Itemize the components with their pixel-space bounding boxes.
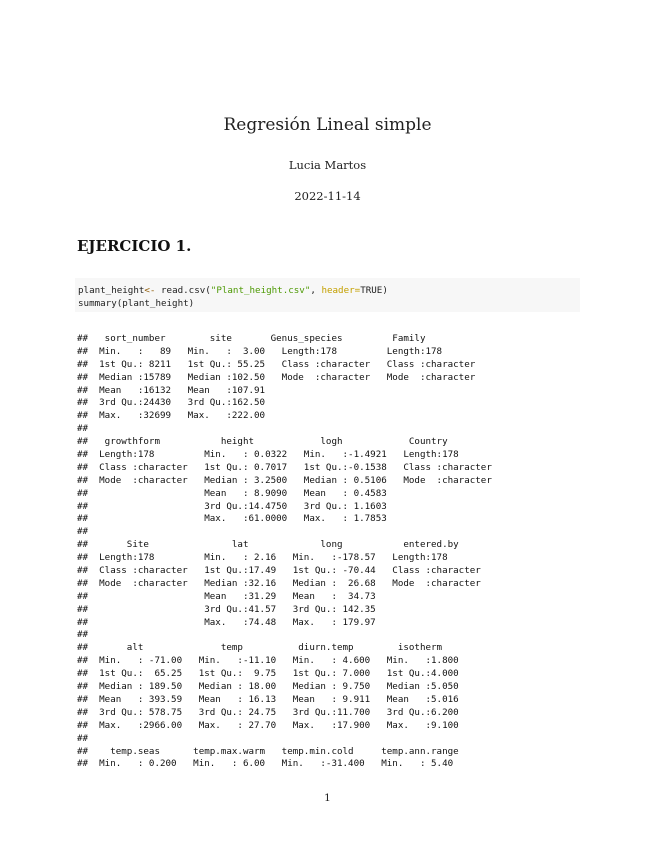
output-line: ## Class :character 1st Qu.:17.49 1st Qu.: -70.44 Class :character	[77, 565, 481, 577]
output-line: ## Max. :74.48 Max. : 179.97	[77, 616, 376, 628]
page-number: 1	[324, 792, 331, 804]
output-line: ## Max. :2966.00 Max. : 27.70 Max. :17.900 Max. :9.100	[77, 719, 459, 731]
document-author: Lucia Martos	[288, 158, 367, 172]
output-line: ## Mean :16132 Mean :107.91	[77, 384, 266, 396]
code-value: TRUE)	[360, 285, 388, 296]
code-function: read.csv(	[155, 285, 211, 296]
output-line: ## sort_number site Genus_species Family	[77, 333, 426, 344]
code-string: "Plant_height.csv"	[210, 285, 311, 296]
output-line: ## Mode :character Median :32.16 Median : 26.68 Mode :character	[77, 577, 481, 589]
output-line: ##	[77, 423, 89, 435]
output-line: ## 3rd Qu.:14.4750 3rd Qu.: 1.1603	[77, 500, 387, 512]
code-separator: ,	[310, 285, 322, 296]
code-argument: header=	[321, 285, 361, 296]
summary-output	[77, 333, 492, 771]
output-line: ## Mean : 8.9090 Mean : 0.4583	[77, 487, 387, 499]
output-line: ## Min. : -71.00 Min. :-11.10 Min. : 4.600 Min. :1.800	[77, 655, 459, 667]
output-line: ## Median :15789 Median :102.50 Mode :character Mode :character	[77, 371, 476, 383]
output-line: ## 3rd Qu.:24430 3rd Qu.:162.50	[77, 397, 266, 409]
output-line: ## 3rd Qu.: 578.75 3rd Qu.: 24.75 3rd Qu.:11.700 3rd Qu.:6.200	[77, 706, 459, 718]
output-line: ## Mean : 393.59 Mean : 16.13 Mean : 9.911 Mean :5.016	[77, 693, 459, 705]
output-line: ## Min. : 0.200 Min. : 6.00 Min. :-31.400 Min. : 5.40	[77, 758, 454, 770]
code-assign-operator: <-	[144, 285, 156, 296]
output-line: ## Max. :61.0000 Max. : 1.7853	[77, 513, 387, 525]
output-line: ## 1st Qu.: 65.25 1st Qu.: 9.75 1st Qu.: 7.000 1st Qu.:4.000	[77, 668, 459, 680]
output-line: ##	[77, 629, 89, 641]
output-line: ## Length:178 Min. : 0.0322 Min. :-1.4921 Length:178	[77, 449, 459, 461]
output-line: ## 1st Qu.: 8211 1st Qu.: 55.25 Class :character Class :character	[77, 358, 476, 370]
output-line: ## Min. : 89 Min. : 3.00 Length:178 Length:178	[77, 345, 443, 357]
output-line: ## temp.seas temp.max.warm temp.min.cold temp.ann.range	[77, 745, 459, 757]
output-line: ## Median : 189.50 Median : 18.00 Median : 9.750 Median :5.050	[77, 681, 459, 693]
output-line: ##	[77, 732, 89, 744]
section-heading: EJERCICIO 1.	[77, 237, 192, 255]
document-title: Regresión Lineal simple	[223, 115, 432, 135]
output-line: ## Max. :32699 Max. :222.00	[77, 410, 266, 422]
code-block	[75, 278, 580, 312]
output-line: ## Length:178 Min. : 2.16 Min. :-178.57 Length:178	[77, 552, 448, 564]
code-line-1	[78, 285, 388, 296]
output-line: ## Class :character 1st Qu.: 0.7017 1st Qu.:-0.1538 Class :character	[77, 461, 492, 473]
output-line: ## Site lat long entered.by	[77, 539, 459, 551]
code-variable: plant_height	[78, 285, 145, 296]
output-line: ##	[77, 526, 89, 538]
document-date: 2022-11-14	[294, 189, 361, 203]
output-line: ## Mode :character Median : 3.2500 Median : 0.5106 Mode :character	[77, 474, 492, 486]
output-line: ## growthform height logh Country	[77, 436, 448, 448]
output-line: ## Mean :31.29 Mean : 34.73	[77, 590, 376, 602]
output-line: ## alt temp diurn.temp isotherm	[77, 642, 443, 654]
output-line: ## 3rd Qu.:41.57 3rd Qu.: 142.35	[77, 603, 376, 615]
code-line-2: summary(plant_height)	[78, 298, 195, 309]
